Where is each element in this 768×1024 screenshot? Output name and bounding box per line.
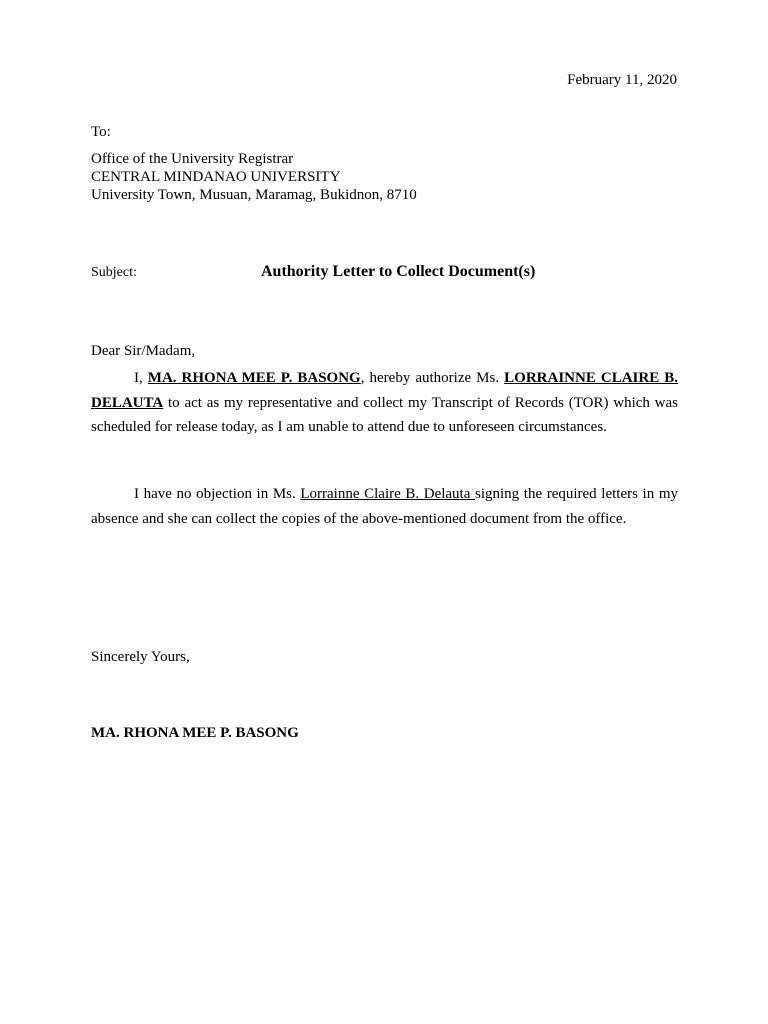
salutation: Dear Sir/Madam, [91, 343, 196, 359]
paragraph-1-text-a: , hereby authorize Ms. [360, 370, 505, 386]
paragraph-1-lead: I, [134, 370, 148, 386]
body-paragraph-1 [91, 366, 678, 440]
closing: Sincerely Yours, [91, 649, 190, 665]
paragraph-2-text: signing the required letters in my absence and she can collect the copies of the above-mentioned document from the office. [91, 486, 678, 527]
recipient-office: Office of the University Registrar [91, 151, 294, 167]
representative-name: LORRAINNE CLAIRE B. DELAUTA [91, 370, 679, 411]
paragraph-1-text-b: to act as my representative and collect my Transcript of Records (TOR) which was scheduled for release today, as I am unable to attend due to unforeseen circumstances. [91, 394, 678, 435]
representative-name-inline: Lorrainne Claire B. Delauta [300, 486, 475, 502]
author-name: MA. RHONA MEE P. BASONG [147, 370, 361, 386]
recipient-address: University Town, Musuan, Maramag, Bukidnon, 8710 [91, 187, 417, 203]
letter-date: February 11, 2020 [567, 72, 677, 88]
paragraph-2-lead: I have no objection in Ms. [134, 486, 301, 502]
to-label: To: [91, 124, 111, 140]
body-paragraph-2 [91, 482, 678, 531]
subject-label: Subject: [91, 265, 137, 280]
recipient-university: CENTRAL MINDANAO UNIVERSITY [91, 169, 341, 185]
recipient-address-block [91, 150, 417, 204]
signer-name: MA. RHONA MEE P. BASONG [91, 725, 299, 741]
subject-title: Authority Letter to Collect Document(s) [261, 263, 536, 280]
